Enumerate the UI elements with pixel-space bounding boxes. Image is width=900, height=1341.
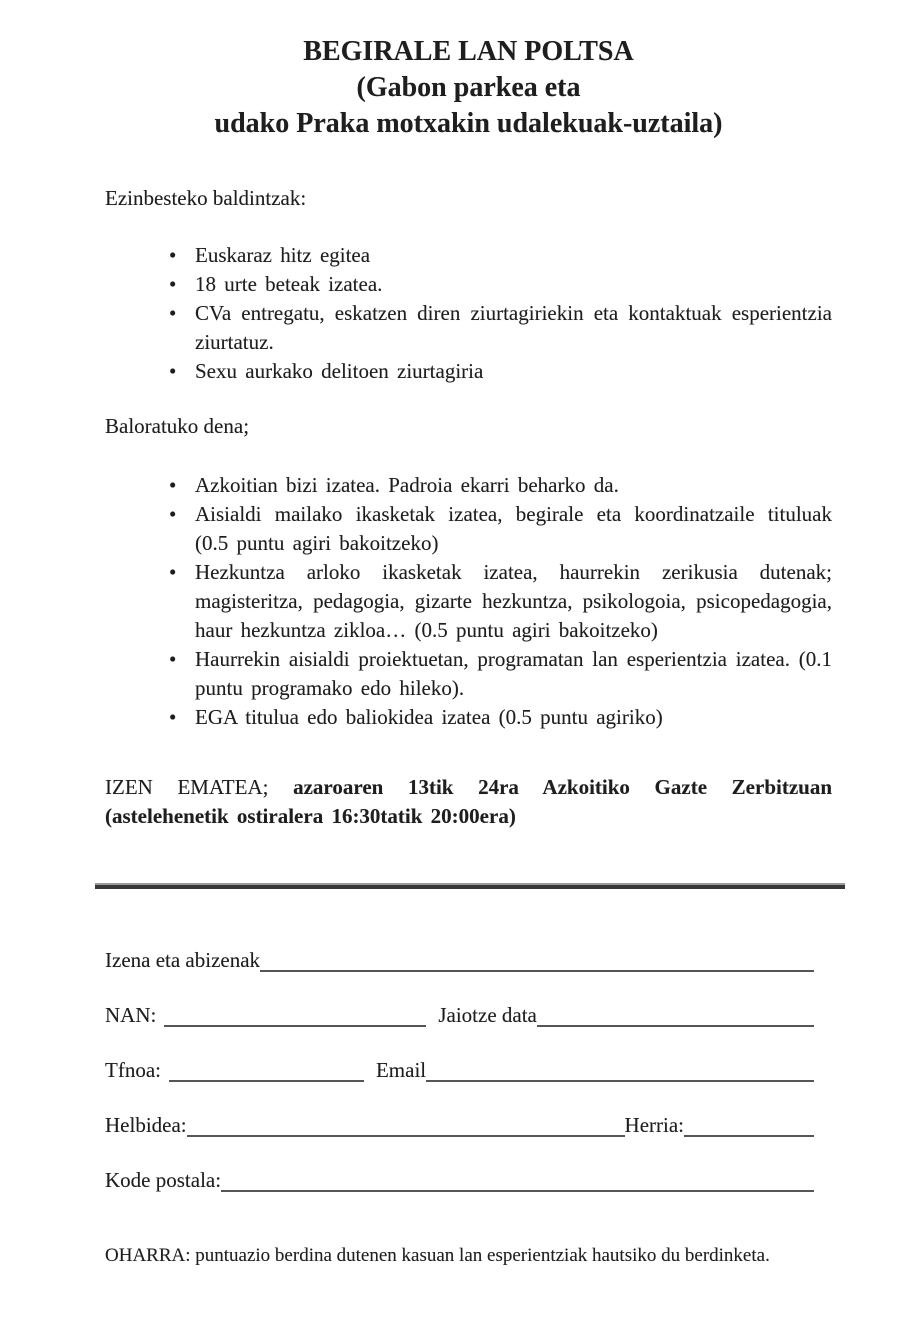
requirements-list bbox=[105, 241, 832, 386]
registration-paragraph bbox=[105, 773, 832, 831]
form-row-address-town bbox=[105, 1111, 832, 1140]
fill-in-line-id bbox=[164, 1001, 426, 1027]
valuation-heading: Baloratuko dena; bbox=[105, 414, 250, 438]
field-label-phone: Tfnoa: bbox=[105, 1058, 161, 1082]
field-label-town: Herria: bbox=[624, 1113, 684, 1137]
title-line-3: udako Praka motxakin udalekuak-uztaila) bbox=[214, 108, 723, 139]
field-label-address: Helbidea: bbox=[105, 1113, 187, 1137]
list-item: • EGA titulua edo baliokidea izatea (0.5 puntu agiriko) bbox=[105, 703, 832, 732]
fill-in-line-phone bbox=[169, 1056, 364, 1082]
section-divider bbox=[95, 883, 845, 889]
list-item: • CVa entregatu, eskatzen diren ziurtagiriekin eta kontaktuak esperientzia ziurtatuz. bbox=[105, 299, 832, 357]
field-label-id: NAN: bbox=[105, 1003, 157, 1027]
title-line-1: BEGIRALE LAN POLTSA bbox=[303, 36, 634, 67]
field-label-name: Izena eta abizenak bbox=[105, 948, 261, 972]
list-item: • Euskaraz hitz egitea bbox=[105, 241, 832, 270]
form-row-name bbox=[105, 946, 832, 975]
valuation-list bbox=[105, 471, 832, 732]
fill-in-line-email bbox=[426, 1056, 814, 1082]
fill-in-line-town bbox=[684, 1111, 814, 1137]
fill-in-line-name bbox=[260, 946, 814, 972]
document-title bbox=[105, 34, 832, 142]
list-item: • 18 urte beteak izatea. bbox=[105, 270, 832, 299]
registration-prefix: IZEN EMATEA; bbox=[105, 775, 269, 799]
field-label-birthdate: Jaiotze data bbox=[438, 1003, 537, 1027]
footer-note: OHARRA: puntuazio berdina dutenen kasuan lan esperientziak hautsiko du berdinketa. bbox=[105, 1245, 770, 1266]
form-row-postal-code bbox=[105, 1166, 832, 1195]
list-item: • Azkoitian bizi izatea. Padroia ekarri beharko da. bbox=[105, 471, 832, 500]
form-row-id-birthdate bbox=[105, 1001, 832, 1030]
fill-in-line-birthdate bbox=[537, 1001, 814, 1027]
list-item: • Haurrekin aisialdi proiektuetan, programatan lan esperientzia izatea. (0.1 puntu programako edo hileko). bbox=[105, 645, 832, 703]
field-label-email: Email bbox=[375, 1058, 427, 1082]
form-row-phone-email bbox=[105, 1056, 832, 1085]
list-item: • Aisialdi mailako ikasketak izatea, begirale eta koordinatzaile tituluak (0.5 puntu agiri bakoitzeko) bbox=[105, 500, 832, 558]
fill-in-line-address bbox=[187, 1111, 625, 1137]
registration-details: azaroaren 13tik 24ra Azkoitiko Gazte Zerbitzuan (astelehenetik ostiralera 16:30tatik 20:00era) bbox=[105, 775, 833, 828]
form-area bbox=[105, 946, 832, 1195]
fill-in-line-postal-code bbox=[221, 1166, 814, 1192]
list-item: • Hezkuntza arloko ikasketak izatea, haurrekin zerikusia dutenak; magisteritza, pedagogia, gizarte hezkuntza, psikologoia, psicopedagogia, haur hezkuntza zikloa… (0.5 puntu agiri bakoitzeko) bbox=[105, 558, 832, 645]
list-item: • Sexu aurkako delitoen ziurtagiria bbox=[105, 357, 832, 386]
field-label-postal-code: Kode postala: bbox=[105, 1168, 222, 1192]
title-line-2: (Gabon parkea eta bbox=[356, 72, 581, 103]
requirements-heading: Ezinbesteko baldintzak: bbox=[105, 186, 307, 210]
